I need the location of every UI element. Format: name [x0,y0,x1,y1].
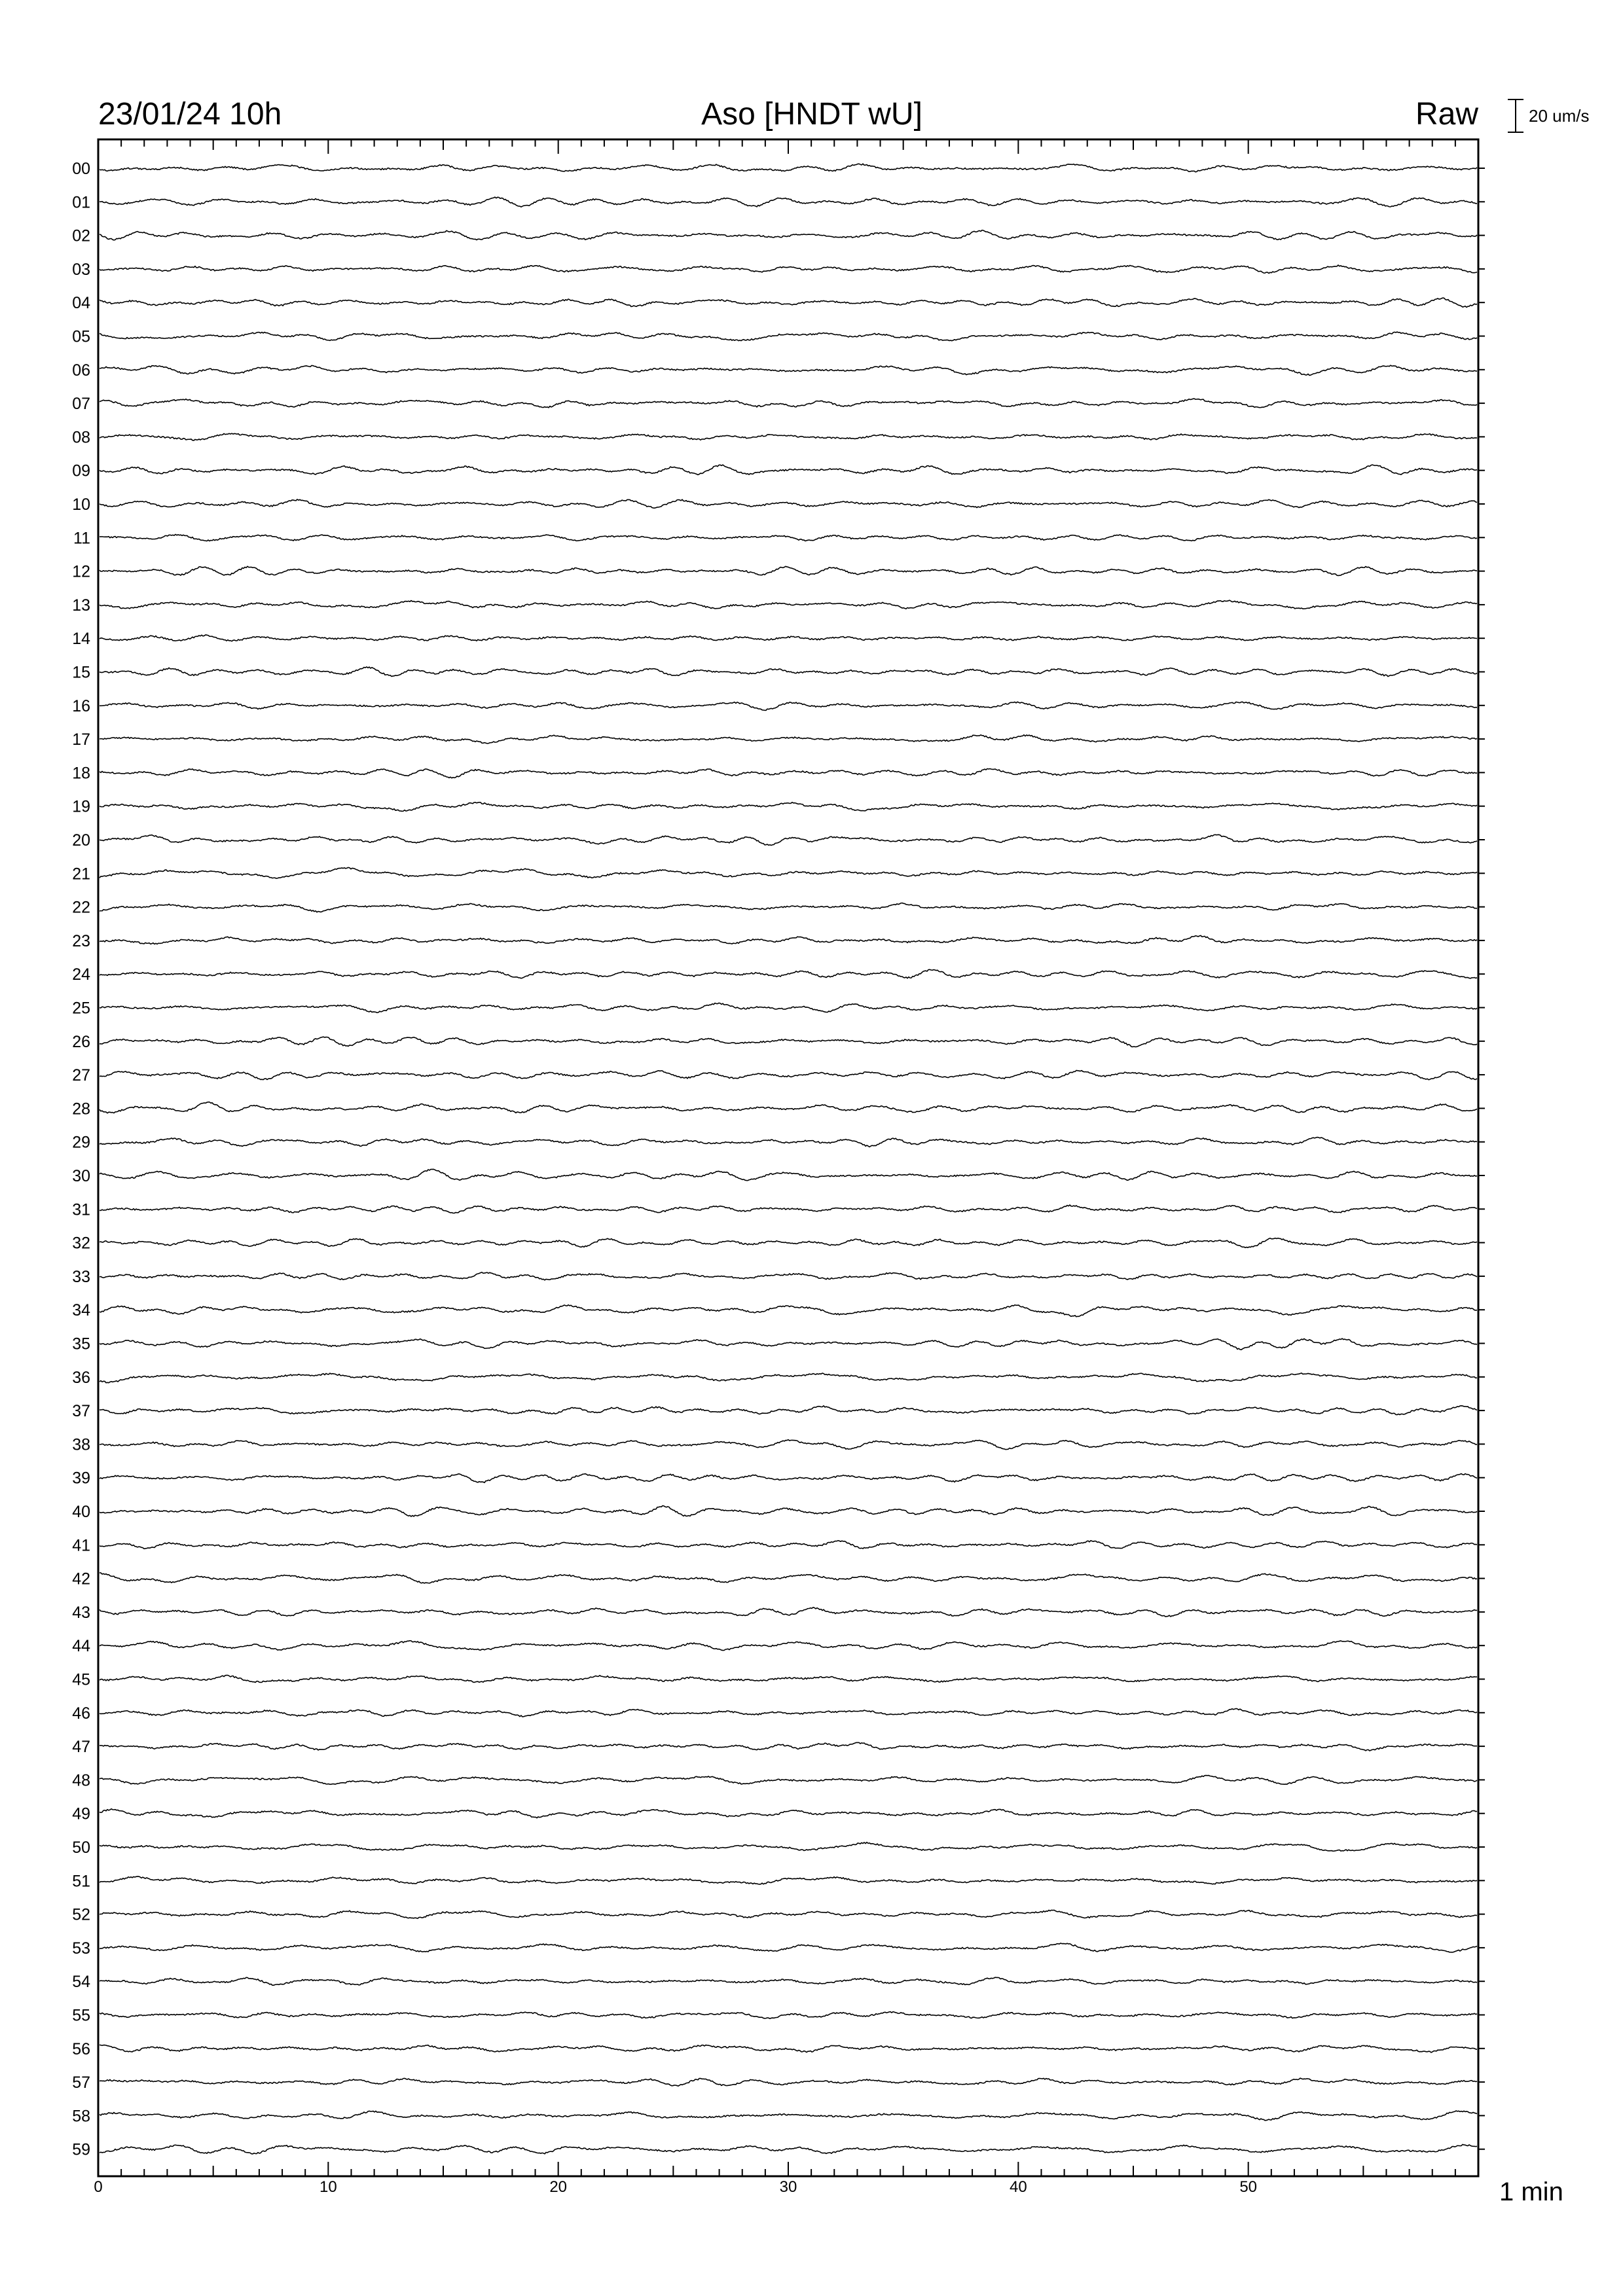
row-label-22: 22 [72,898,90,917]
x-tick-label-0: 0 [94,2178,103,2196]
row-labels [72,160,90,2159]
trace-row-11 [100,534,1477,541]
row-label-07: 07 [72,395,90,414]
station-title: Aso [HNDT wU] [701,97,922,132]
trace-row-49 [100,1809,1477,1818]
trace-row-57 [100,2078,1477,2086]
row-label-42: 42 [72,1570,90,1588]
row-label-50: 50 [72,1839,90,1857]
plot-frame [98,139,1478,2176]
x-axis-ticks [98,139,1478,2176]
mode-label: Raw [1415,97,1478,132]
trace-row-45 [100,1676,1477,1683]
row-label-38: 38 [72,1435,90,1454]
row-label-29: 29 [72,1133,90,1152]
row-label-55: 55 [72,2006,90,2025]
row-label-45: 45 [72,1670,90,1689]
row-label-24: 24 [72,965,90,984]
x-tick-label-30: 30 [779,2178,797,2196]
trace-row-52 [100,1910,1477,1918]
row-label-26: 26 [72,1032,90,1051]
row-label-11: 11 [73,529,90,548]
trace-row-08 [100,433,1477,440]
trace-row-18 [100,768,1477,778]
trace-row-44 [100,1641,1477,1651]
trace-row-54 [100,1977,1477,1985]
trace-row-01 [100,197,1477,207]
trace-row-36 [100,1373,1477,1383]
x-tick-label-10: 10 [319,2178,337,2196]
trace-row-00 [100,164,1477,171]
row-label-01: 01 [72,193,90,212]
trace-row-15 [100,667,1477,677]
amplitude-scale-bar [1508,99,1523,132]
trace-row-07 [100,399,1477,408]
row-label-51: 51 [72,1872,90,1891]
trace-row-53 [100,1943,1477,1952]
trace-row-35 [100,1338,1477,1350]
trace-row-59 [100,2144,1477,2154]
row-label-25: 25 [72,999,90,1018]
trace-row-38 [100,1440,1477,1450]
trace-row-55 [100,2012,1477,2019]
row-label-43: 43 [72,1603,90,1622]
row-label-30: 30 [72,1167,90,1185]
row-label-13: 13 [72,596,90,615]
x-tick-label-40: 40 [1009,2178,1027,2196]
row-label-54: 54 [72,1973,90,1992]
trace-row-19 [100,802,1477,812]
row-label-41: 41 [72,1536,90,1555]
row-label-04: 04 [72,294,90,313]
row-label-08: 08 [72,428,90,447]
trace-row-32 [100,1238,1477,1248]
row-label-21: 21 [72,865,90,884]
row-label-32: 32 [72,1234,90,1253]
trace-row-20 [100,834,1477,845]
trace-row-06 [100,365,1477,375]
row-label-40: 40 [72,1503,90,1521]
row-label-52: 52 [72,1905,90,1924]
trace-row-22 [100,903,1477,912]
trace-row-47 [100,1742,1477,1751]
trace-row-40 [100,1506,1477,1516]
trace-row-10 [100,499,1477,508]
row-label-10: 10 [72,495,90,514]
trace-row-29 [100,1138,1477,1147]
trace-row-27 [100,1070,1477,1079]
row-label-14: 14 [72,630,90,649]
row-label-18: 18 [72,764,90,783]
trace-row-23 [100,935,1477,944]
trace-row-05 [100,332,1477,341]
trace-row-31 [100,1205,1477,1213]
x-axis-tick-labels [94,2178,1257,2196]
date-hour-label: 23/01/24 10h [98,97,282,132]
row-label-35: 35 [72,1335,90,1354]
row-label-17: 17 [72,730,90,749]
trace-row-42 [100,1573,1477,1583]
trace-row-21 [100,867,1477,878]
row-label-48: 48 [72,1771,90,1790]
row-label-23: 23 [72,931,90,950]
seismic-traces [100,164,1485,2154]
trace-row-34 [100,1305,1477,1317]
row-label-15: 15 [72,663,90,682]
row-label-39: 39 [72,1469,90,1488]
row-label-06: 06 [72,361,90,380]
trace-row-26 [100,1037,1477,1047]
trace-row-17 [100,735,1477,744]
trace-row-02 [100,230,1477,240]
row-label-00: 00 [72,160,90,178]
row-label-09: 09 [72,461,90,480]
trace-row-12 [100,566,1477,575]
trace-row-09 [100,465,1477,475]
row-label-58: 58 [72,2107,90,2126]
row-label-37: 37 [72,1402,90,1421]
trace-row-04 [100,298,1477,307]
row-label-12: 12 [72,562,90,581]
row-label-33: 33 [72,1267,90,1286]
row-label-44: 44 [72,1637,90,1656]
trace-row-30 [100,1169,1477,1180]
trace-row-03 [100,265,1477,274]
x-unit-label: 1 min [1499,2178,1563,2206]
trace-row-56 [100,2045,1477,2053]
row-label-27: 27 [72,1066,90,1085]
trace-row-25 [100,1003,1477,1013]
trace-row-41 [100,1541,1477,1549]
x-tick-label-50: 50 [1239,2178,1258,2196]
trace-row-50 [100,1842,1477,1852]
row-label-16: 16 [72,696,90,715]
trace-row-24 [100,969,1477,978]
row-label-31: 31 [72,1200,90,1219]
row-label-56: 56 [72,2039,90,2058]
trace-row-51 [100,1876,1477,1884]
row-label-57: 57 [72,2073,90,2092]
row-label-28: 28 [72,1100,90,1119]
row-label-46: 46 [72,1704,90,1723]
row-label-53: 53 [72,1939,90,1958]
row-label-02: 02 [72,226,90,245]
trace-row-16 [100,702,1477,710]
row-label-05: 05 [72,327,90,346]
trace-row-43 [100,1607,1477,1617]
trace-row-28 [100,1102,1477,1113]
trace-row-58 [100,2111,1477,2121]
trace-row-33 [100,1272,1477,1280]
trace-row-46 [100,1708,1477,1717]
row-label-47: 47 [72,1738,90,1757]
row-label-49: 49 [72,1804,90,1823]
trace-row-37 [100,1406,1477,1415]
row-label-34: 34 [72,1301,90,1320]
trace-row-14 [100,635,1477,641]
trace-row-39 [100,1474,1477,1483]
row-label-03: 03 [72,260,90,279]
trace-row-48 [100,1776,1477,1785]
row-label-19: 19 [72,797,90,816]
amplitude-scale-label: 20 um/s [1529,106,1590,126]
row-label-36: 36 [72,1368,90,1387]
row-label-59: 59 [72,2140,90,2159]
x-tick-label-20: 20 [549,2178,568,2196]
row-label-20: 20 [72,831,90,850]
trace-row-13 [100,600,1477,609]
